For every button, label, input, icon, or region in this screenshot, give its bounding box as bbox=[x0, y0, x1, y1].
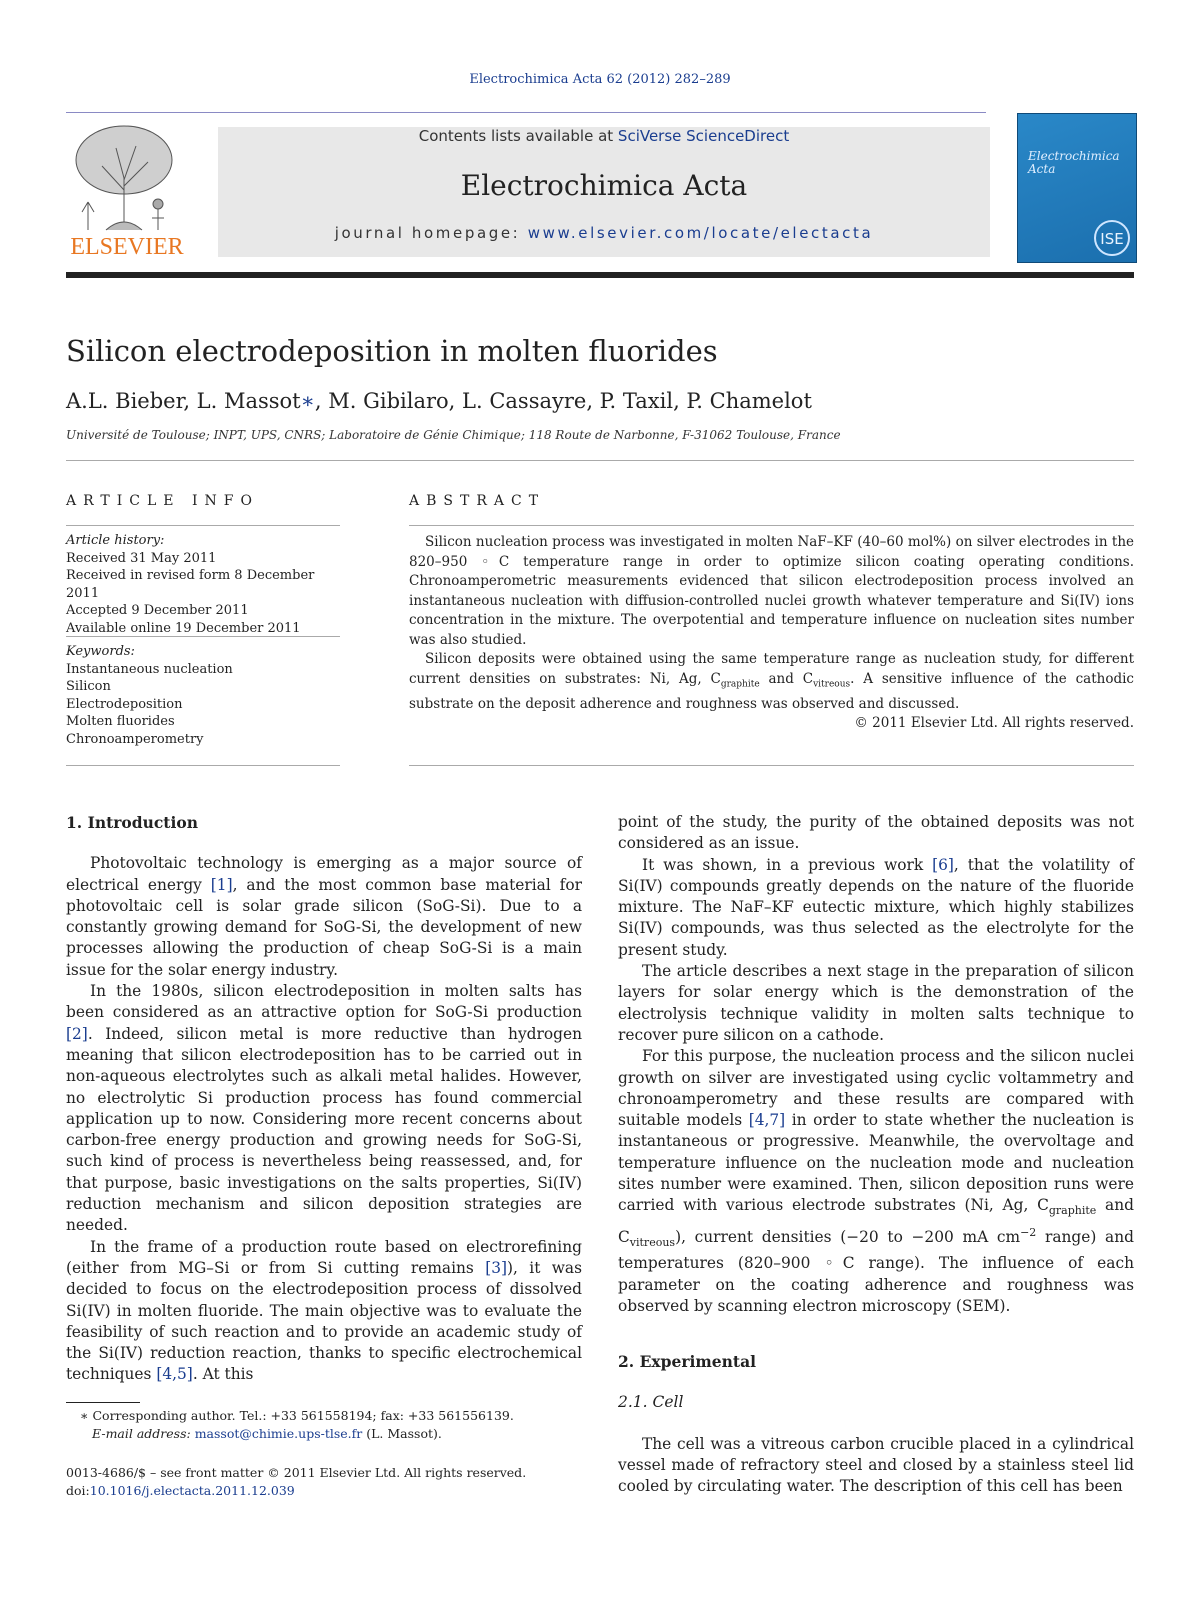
history-item: Received in revised form 8 December 2011 bbox=[66, 568, 315, 601]
body-paragraph: The article describes a next stage in the preparation of silicon layers for solar energy which is the demonstration of the electrolysis technique validity in molten salts technique to recover pure silicon on a cathode. bbox=[618, 962, 1134, 1044]
keywords-rule bbox=[66, 636, 340, 637]
corresponding-author-mark[interactable]: ∗ bbox=[300, 389, 315, 413]
reference-link[interactable]: [2] bbox=[66, 1024, 88, 1043]
keyword-item: Molten fluorides bbox=[66, 714, 175, 729]
body-paragraph: It was shown, in a previous work [6], that the volatility of Si(IV) compounds greatly depends on the nature of the fluoride mixture. The NaF–KF eutectic mixture, which highly stabilizes Si(IV) compounds, was thus selected as the electrolyte for the present study. bbox=[618, 855, 1134, 959]
abstract-rule bbox=[409, 525, 1134, 526]
elsevier-logo bbox=[66, 118, 188, 260]
article-info-heading: ARTICLE INFO bbox=[66, 493, 259, 509]
doi-link[interactable]: 10.1016/j.electacta.2011.12.039 bbox=[89, 1482, 295, 1498]
journal-banner bbox=[218, 127, 990, 257]
contents-line: Contents lists available at SciVerse ScienceDirect bbox=[418, 127, 790, 145]
keyword-item: Instantaneous nucleation bbox=[66, 661, 233, 677]
body-paragraph: In the 1980s, silicon electrodeposition in molten salts has been considered as an attractive option for SoG-Si production [2]. Indeed, silicon metal is more reductive than hydrogen meaning that silicon electrodeposition has to be carried out in non-aqueous electrolytes such as alkali metal halides. However, no electrolytic Si production process has found commercial application up to now. Considering more recent concerns about carbon-free energy production and growing needs for SoG-Si, such kind of process is nevertheless being reassessed, and, for that purpose, basic investigations on the salts properties, Si(IV) reduction mechanism and silicon deposition strategies are needed. bbox=[66, 982, 582, 1235]
sciencedirect-link[interactable]: SciVerse ScienceDirect bbox=[617, 127, 790, 145]
reference-link[interactable]: [3] bbox=[485, 1258, 508, 1277]
history-item: Available online 19 December 2011 bbox=[66, 620, 301, 636]
issn-line: 0013-4686/$ – see front matter © 2011 Elsevier Ltd. All rights reserved. bbox=[66, 1465, 527, 1480]
journal-cover-thumbnail[interactable] bbox=[1017, 113, 1137, 263]
front-matter: 0013-4686/$ – see front matter © 2011 Elsevier Ltd. All rights reserved. doi:10.1016/j.electacta.2011.12.039 bbox=[66, 1465, 527, 1498]
article-info-rule bbox=[66, 525, 340, 526]
header-rule bbox=[66, 112, 986, 113]
footnote-rule bbox=[66, 1402, 140, 1403]
elsevier-tree-icon bbox=[66, 118, 188, 260]
abstract-bottom-rule bbox=[409, 765, 1134, 766]
section-heading-experimental: 2. Experimental bbox=[618, 1352, 757, 1372]
body-paragraph: In the frame of a production route based on electrorefining (either from MG–Si or from Si cutting remains [3]), it was decided to focus on the electrodeposition process of dissolved Si(IV) in molten fluoride. The main objective was to evaluate the feasibility of such reaction and to provide an academic study of the Si(IV) reduction reaction, thanks to specific electrochemical techniques [4,5]. At this bbox=[66, 1237, 582, 1384]
reference-link[interactable]: [4,5] bbox=[156, 1365, 193, 1384]
subsection-heading-cell: 2.1. Cell bbox=[618, 1393, 684, 1412]
abstract-paragraph: Silicon nucleation process was investigated in molten NaF–KF (40–60 mol%) on silver electrodes in the 820–950 ◦C temperature range in order to optimize silicon coating operating conditions. Chronoamperometric measurements evidenced that silicon electrodeposition process involved an instantaneous nucleation with diffusion-controlled nuclei growth whatever temperature and Si(IV) ions concentration in the mixture. The overpotential and temperature influence on nucleation sites number was also studied. bbox=[409, 534, 1134, 648]
abstract-copyright: © 2011 Elsevier Ltd. All rights reserved. bbox=[854, 715, 1134, 732]
journal-name: Electrochimica Acta bbox=[460, 169, 748, 202]
reference-link[interactable]: [1] bbox=[210, 875, 233, 894]
abstract-paragraph: Silicon deposits were obtained using the same temperature range as nucleation study, for different current densities on substrates: Ni, Ag, $C_{graphite}$ and $C_{vitreous}$. A sensitive influence of the cathodic substrate on the deposit adherence and roughness was observed and discussed. bbox=[409, 651, 1134, 712]
body-paragraph: point of the study, the purity of the obtained deposits was not considered as an issue. bbox=[618, 813, 1134, 853]
title-rule bbox=[66, 460, 1134, 461]
ise-badge-icon bbox=[1090, 218, 1132, 258]
reference-link[interactable]: [6] bbox=[932, 855, 954, 874]
keyword-item: Chronoamperometry bbox=[66, 731, 204, 747]
elsevier-wordmark: ELSEVIER bbox=[70, 234, 184, 260]
section-heading-introduction: 1. Introduction bbox=[66, 813, 198, 832]
homepage-link[interactable]: www.elsevier.com/locate/electacta bbox=[527, 224, 874, 242]
reference-link[interactable]: [4,7] bbox=[748, 1111, 786, 1130]
svg-text:ISE: ISE bbox=[1100, 230, 1124, 248]
cover-title: Electrochimica Acta bbox=[1028, 149, 1120, 176]
body-paragraph: The cell was a vitreous carbon crucible placed in a cylindrical vessel made of refractory steel and closed by a stainless steel lid cooled by circulating water. The description of this cell has been bbox=[618, 1434, 1134, 1496]
article-history: Article history: Received 31 May 2011 Received in revised form 8 December 2011 Accepted 9 December 2011 Available online 19 December 2011 bbox=[66, 532, 340, 637]
article-title: Silicon electrodeposition in molten fluorides bbox=[66, 334, 718, 368]
corresponding-footnote: ∗ Corresponding author. Tel.: +33 561558194; fax: +33 561556139. E-mail address: massot@chimie.ups-tlse.fr (L. Massot). bbox=[80, 1408, 514, 1441]
keyword-item: Electrodeposition bbox=[66, 696, 183, 712]
body-paragraph: For this purpose, the nucleation process and the silicon nuclei growth on silver are investigated using cyclic voltammetry and chronoamperometry and these results are compared with suitable models [4,7] in order to state whether the nucleation is instantaneous or progressive. Meanwhile, the overvoltage and temperature influence on the nucleation mode and nucleation sites number were examined. Then, silicon deposition runs were carried with various electrode substrates (Ni, Ag, $C_{graphite}$ and $C_{vitreous}$), current densities (−20 to −200 mA $cm^{-2}$ range) and temperatures (820–900 ◦C range). The influence of each parameter on the coating adherence and roughness was observed by scanning electron microscopy (SEM). bbox=[618, 1047, 1134, 1315]
right-column bbox=[618, 812, 1134, 1498]
abstract-text bbox=[409, 533, 1134, 734]
body-paragraph: Photovoltaic technology is emerging as a major source of electrical energy [1], and the most common base material for photovoltaic cell is solar grade silicon (SoG-Si). Due to a constantly growing demand for SoG-Si, the development of new processes allowing the production of cheap SoG-Si is a main issue for the solar energy industry. bbox=[66, 854, 582, 979]
author-list: A.L. Bieber, L. Massot∗, M. Gibilaro, L. Cassayre, P. Taxil, P. Chamelot bbox=[66, 389, 812, 413]
email-link[interactable]: massot@chimie.ups-tlse.fr bbox=[194, 1425, 363, 1441]
abstract-heading: ABSTRACT bbox=[409, 493, 546, 509]
history-item: Accepted 9 December 2011 bbox=[66, 603, 249, 618]
left-column bbox=[66, 812, 582, 1386]
affiliation: Université de Toulouse; INPT, UPS, CNRS; Laboratoire de Génie Chimique; 118 Route de Narbonne, F-31062 Toulouse, France bbox=[66, 428, 841, 442]
info-bottom-rule bbox=[66, 765, 340, 766]
journal-citation[interactable]: Electrochimica Acta 62 (2012) 282–289 bbox=[469, 72, 731, 87]
keyword-item: Silicon bbox=[66, 679, 111, 694]
history-item: Received 31 May 2011 bbox=[66, 550, 217, 566]
homepage-line: journal homepage: www.elsevier.com/locate/electacta bbox=[334, 224, 874, 242]
header-thick-rule bbox=[66, 272, 1134, 278]
keywords: Keywords: Instantaneous nucleation Silicon Electrodeposition Molten fluorides Chronoamperometry bbox=[66, 643, 340, 748]
